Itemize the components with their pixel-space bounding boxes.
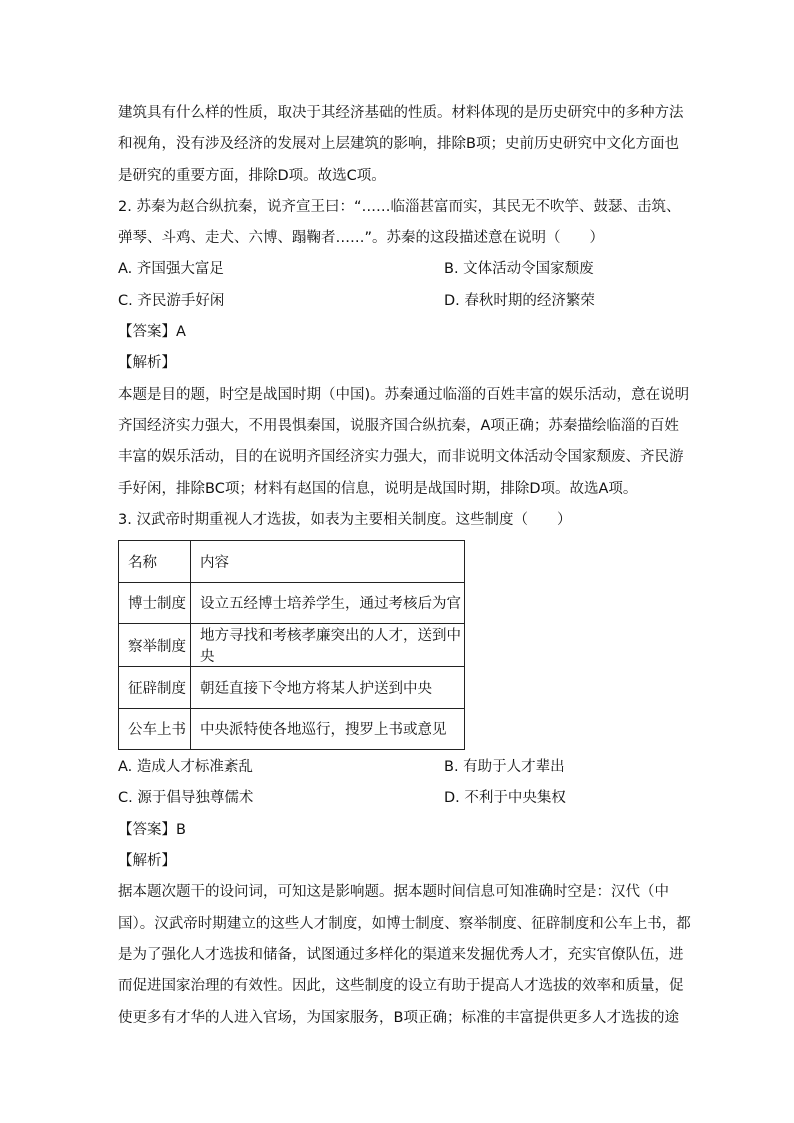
table-header-cell: 名称: [119, 541, 191, 583]
option-row: [118, 783, 678, 814]
table-cell: 中央派特使各地巡行，搜罗上书或意见: [191, 708, 465, 750]
table-cell: 征辟制度: [119, 667, 191, 709]
text-line: 是为了强化人才选拔和储备，试图通过多样化的渠道来发掘优秀人才，充实官僚队伍，进: [118, 946, 684, 963]
analysis-title: 【解析】: [118, 355, 176, 372]
table-row: [119, 708, 465, 750]
table-cell: 朝廷直接下令地方将某人护送到中央: [191, 667, 465, 709]
table-header-row: [119, 541, 465, 583]
option-row: [118, 254, 678, 285]
question-stem-line: 3. 汉武帝时期重视人才选拔，如表为主要相关制度。这些制度（ ）: [118, 511, 572, 528]
text-line: 和视角，没有涉及经济的发展对上层建筑的影响，排除B项；史前历史研究中文化方面也: [118, 136, 679, 153]
question-2: [118, 192, 690, 505]
text-line: 据本题次题干的设问词，可知这是影响题。据本题时间信息可知准确时空是：汉代（中: [118, 884, 669, 901]
text-line: 是研究的重要方面，排除D项。故选C项。: [118, 167, 386, 184]
option-b: B. 有助于人才辈出: [444, 759, 565, 776]
option-c: C. 源于倡导独尊儒术: [118, 790, 254, 807]
text-line: 齐国经济实力强大，不用畏惧秦国，说服齐国合纵抗秦，A项正确；苏秦描绘临淄的百姓: [118, 417, 679, 434]
option-row: [118, 752, 678, 783]
analysis-paragraph: [118, 380, 690, 505]
text-line: 使更多有才华的人进入官场，为国家服务，B项正确；标准的丰富提供更多人才选拔的途: [118, 1009, 679, 1026]
question-stem-line: 弹琴、斗鸡、走犬、六博、蹋鞠者……”。苏秦的这段描述意在说明（ ）: [118, 230, 605, 247]
table-cell: 博士制度: [119, 582, 191, 624]
table-cell: 设立五经博士培养学生，通过考核后为官: [191, 582, 465, 624]
text-line: 丰富的娱乐活动，目的在说明齐国经济实力强大，而非说明文体活动令国家颓废、齐民游: [118, 449, 684, 466]
text-line: 本题是目的题，时空是战国时期（中国)。苏秦通过临淄的百姓丰富的娱乐活动，意在说明: [118, 386, 690, 403]
table-cell: 公车上书: [119, 708, 191, 750]
table-row: [119, 582, 465, 624]
option-c: C. 齐民游手好闲: [118, 292, 225, 309]
table-header-cell: 内容: [191, 541, 465, 583]
text-line: 而促进国家治理的有效性。因此，这些制度的设立有助于提高人才选拔的效率和质量，促: [118, 978, 684, 995]
document-body: [118, 98, 691, 1034]
table-cell: 察举制度: [119, 624, 191, 667]
analysis-title: 【解析】: [118, 853, 176, 870]
text-line: 建筑具有什么样的性质，取决于其经济基础的性质。材料体现的是历史研究中的多种方法: [118, 105, 684, 121]
analysis-paragraph: [118, 877, 691, 1033]
intro-paragraph: [118, 98, 684, 192]
option-d: D. 不利于中央集权: [444, 790, 566, 807]
option-a: A. 齐国强大富足: [118, 261, 224, 278]
text-line: 手好闲，排除BC项；材料有赵国的信息，说明是战国时期，排除D项。故选A项。: [118, 480, 638, 497]
table-cell: 地方寻找和考核孝廉突出的人才，送到中央: [191, 624, 465, 667]
table-row: [119, 667, 465, 709]
question-stem-line: 2. 苏秦为赵合纵抗秦，说齐宣王曰：“……临淄甚富而实，其民无不吹竽、鼓瑟、击筑、: [118, 198, 681, 215]
question-3: [118, 505, 691, 1034]
text-line: 国）。汉武帝时期建立的这些人才制度，如博士制度、察举制度、征辟制度和公车上书，都: [118, 915, 691, 932]
system-table: [118, 540, 465, 750]
answer-label: 【答案】B: [118, 821, 186, 838]
option-a: A. 造成人才标准紊乱: [118, 759, 253, 776]
option-b: B. 文体活动令国家颓废: [444, 261, 594, 278]
option-d: D. 春秋时期的经济繁荣: [444, 292, 595, 309]
answer-label: 【答案】A: [118, 324, 186, 341]
table-row: [119, 624, 465, 667]
option-row: [118, 286, 678, 317]
